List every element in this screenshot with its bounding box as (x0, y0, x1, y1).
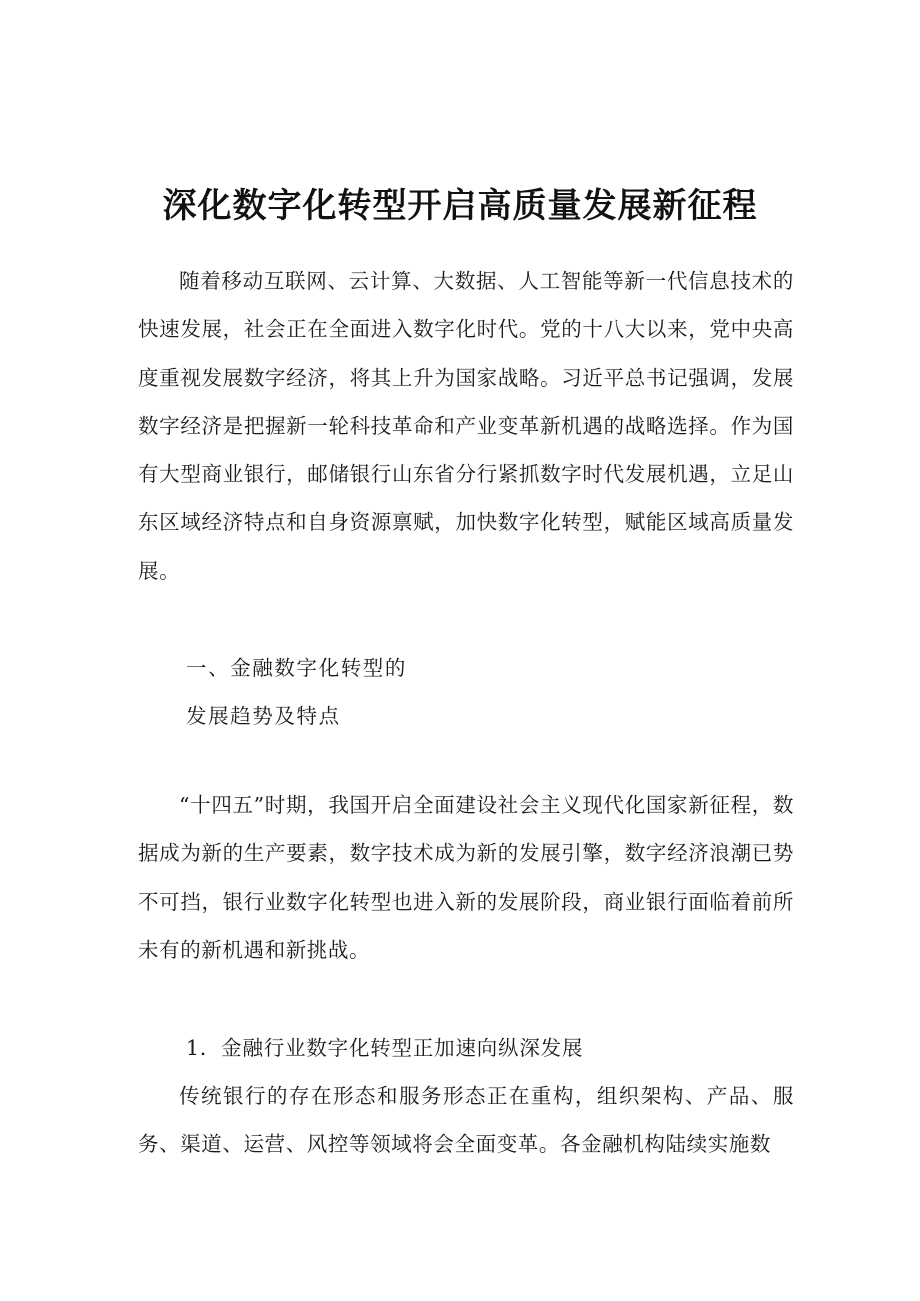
section-paragraph: “十四五”时期，我国开启全面建设社会主义现代化国家新征程，数据成为新的生产要素，数字技术成为新的发展引擎，数字经济浪潮已势不可挡，银行业数字化转型也进入新的发展阶段，商业银行面临着前所未有的新机遇和新挑战。 (138, 793, 794, 962)
intro-paragraph: 随着移动互联网、云计算、大数据、人工智能等新一代信息技术的快速发展，社会正在全面进入数字化时代。党的十八大以来，党中央高度重视发展数字经济，将其上升为国家战略。习近平总书记强调，发展数字经济是把握新一轮科技革命和产业变革新机遇的战略选择。作为国有大型商业银行，邮储银行山东省分行紧抓数字时代发展机遇，立足山东区域经济特点和自身资源禀赋，加快数字化转型，赋能区域高质量发展。 (138, 269, 794, 583)
subsection-paragraph: 传统银行的存在形态和服务形态正在重构，组织架构、产品、服务、渠道、运营、风控等领域将会全面变革。各金融机构陆续实施数 (138, 1084, 794, 1157)
section-heading-line-2: 发展趋势及特点 (186, 704, 341, 728)
document-title: 深化数字化转型开启高质量发展新征程 (162, 185, 758, 226)
section-heading-line-1: 一、金融数字化转型的 (186, 656, 407, 680)
subsection-heading: 1．金融行业数字化转型正加速向纵深发展 (186, 1036, 584, 1060)
